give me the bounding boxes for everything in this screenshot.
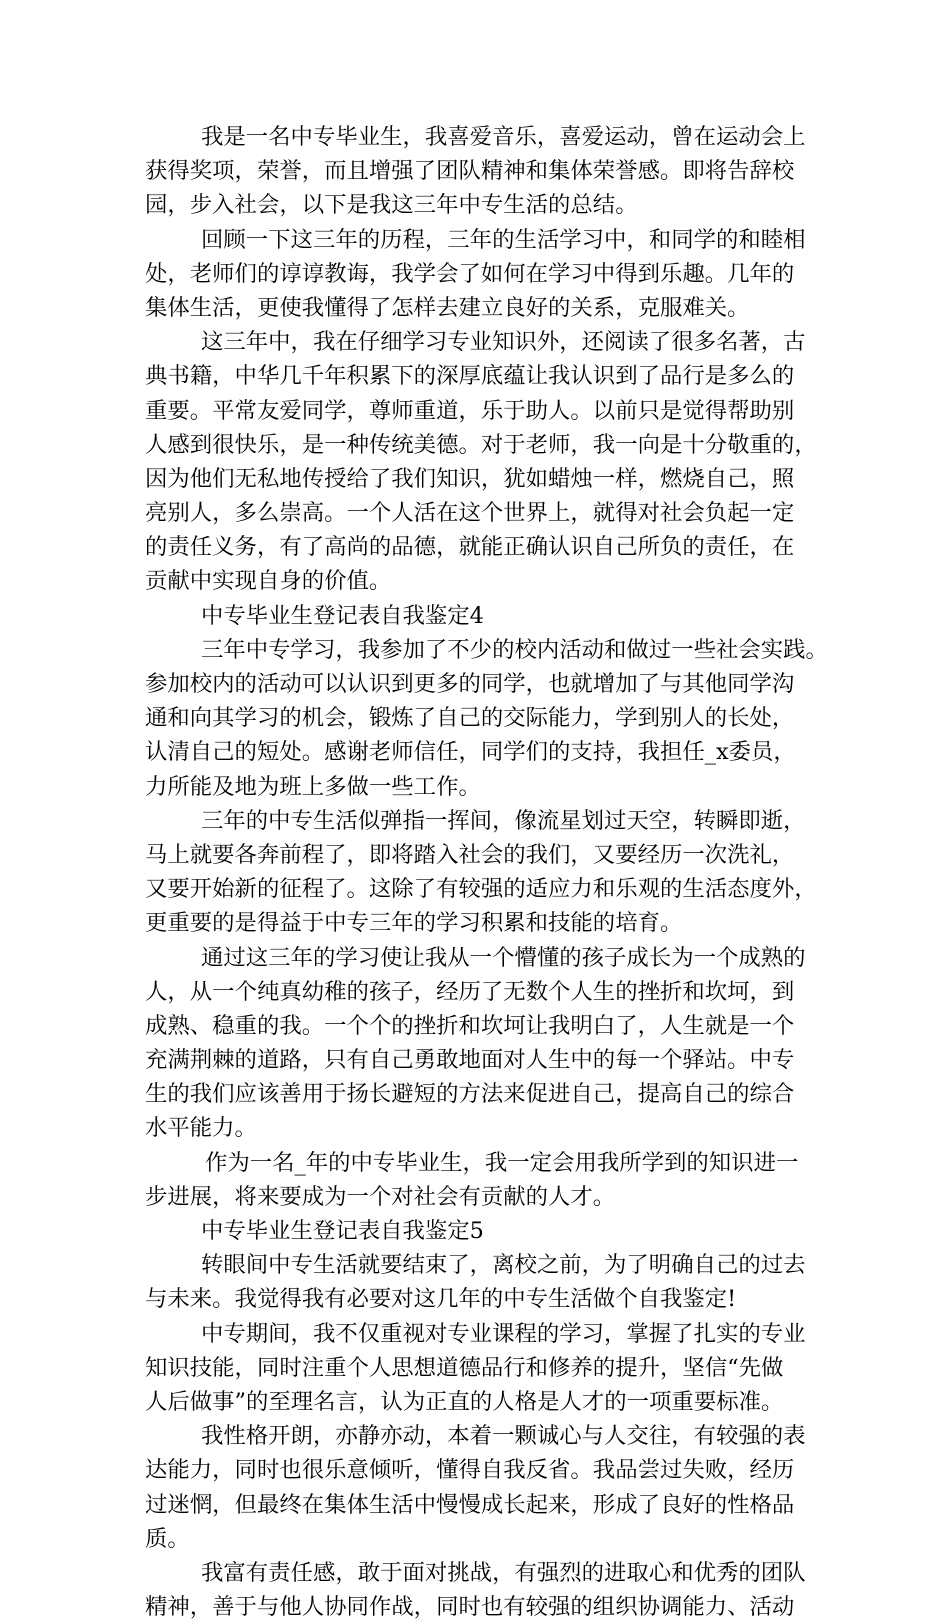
text-line: 获得奖项，荣誉，而且增强了团队精神和集体荣誉感。即将告辞校 bbox=[145, 158, 795, 185]
text-line: 力所能及地为班上多做一些工作。 bbox=[145, 773, 481, 800]
text-line: 我是一名中专毕业生，我喜爱音乐，喜爱运动，曾在运动会上 bbox=[201, 124, 806, 150]
text-line: 三年中专学习，我参加了不少的校内活动和做过一些社会实践。 bbox=[201, 636, 828, 663]
text-line: 人感到很快乐，是一种传统美德。对于老师，我一向是十分敬重的， bbox=[145, 431, 817, 458]
text-line: 过迷惘，但最终在集体生活中慢慢成长起来，形成了良好的性格品 bbox=[145, 1491, 795, 1518]
text-line: 知识技能，同时注重个人思想道德品行和修养的提升，坚信“先做 bbox=[145, 1354, 784, 1381]
text-line: 与未来。我觉得我有必要对这几年的中专生活做个自我鉴定! bbox=[145, 1286, 737, 1313]
document-body bbox=[145, 120, 828, 1624]
text-line: 这三年中，我在仔细学习专业知识外，还阅读了很多名著，古 bbox=[201, 329, 806, 356]
text-line: 作为一名_年的中专毕业生，我一定会用我所学到的知识进一 bbox=[205, 1149, 799, 1176]
text-line: 典书籍，中华几千年积累下的深厚底蕴让我认识到了品行是多么的 bbox=[145, 363, 795, 390]
text-line: 更重要的是得益于中专三年的学习积累和技能的培育。 bbox=[145, 910, 683, 937]
text-line: 水平能力。 bbox=[145, 1115, 257, 1142]
text-line: 通过这三年的学习使让我从一个懵懂的孩子成长为一个成熟的 bbox=[201, 944, 806, 971]
text-line: 参加校内的活动可以认识到更多的同学，也就增加了与其他同学沟 bbox=[145, 671, 795, 697]
text-line: 三年的中专生活似弹指一挥间，像流星划过天空，转瞬即逝， bbox=[201, 807, 806, 834]
text-line: 回顾一下这三年的历程，三年的生活学习中，和同学的和睦相 bbox=[201, 226, 806, 253]
text-line: 精神，善于与他人协同作战，同时也有较强的组织协调能力、活动 bbox=[145, 1594, 795, 1621]
text-line: 中专期间，我不仅重视对专业课程的学习，掌握了扎实的专业 bbox=[201, 1320, 806, 1347]
text-line: 质。 bbox=[145, 1525, 190, 1552]
text-line: 步进展，将来要成为一个对社会有贡献的人才。 bbox=[145, 1183, 616, 1210]
text-line: 我性格开朗，亦静亦动，本着一颗诚心与人交往，有较强的表 bbox=[201, 1423, 806, 1450]
text-line: 中专毕业生登记表自我鉴定4 bbox=[201, 602, 484, 629]
text-line: 马上就要各奔前程了，即将踏入社会的我们，又要经历一次洗礼， bbox=[145, 841, 795, 868]
text-line: 我富有责任感，敢于面对挑战，有强烈的进取心和优秀的团队 bbox=[201, 1559, 806, 1586]
text-line: 亮别人，多么崇高。一个人活在这个世界上，就得对社会负起一定 bbox=[145, 500, 795, 527]
text-line: 中专毕业生登记表自我鉴定5 bbox=[201, 1218, 484, 1244]
text-line: 又要开始新的征程了。这除了有较强的适应力和乐观的生活态度外， bbox=[145, 876, 817, 903]
text-line: 认清自己的短处。感谢老师信任，同学们的支持，我担任_x委员， bbox=[145, 739, 796, 766]
text-line: 人后做事”的至理名言，认为正直的人格是人才的一项重要标准。 bbox=[145, 1388, 784, 1415]
text-line: 处，老师们的谆谆教诲，我学会了如何在学习中得到乐趣。几年的 bbox=[145, 260, 795, 287]
text-line: 因为他们无私地传授给了我们知识，犹如蜡烛一样，燃烧自己，照 bbox=[145, 465, 795, 492]
text-line: 集体生活，更使我懂得了怎样去建立良好的关系，克服难关。 bbox=[145, 294, 750, 321]
text-line: 成熟、稳重的我。一个个的挫折和坎坷让我明白了，人生就是一个 bbox=[145, 1012, 795, 1039]
text-line: 重要。平常友爱同学，尊师重道，乐于助人。以前只是觉得帮助别 bbox=[145, 397, 795, 424]
text-line: 生的我们应该善用于扬长避短的方法来促进自己，提高自己的综合 bbox=[145, 1081, 795, 1108]
text-line: 充满荆棘的道路，只有自己勇敢地面对人生中的每一个驿站。中专 bbox=[145, 1047, 795, 1074]
text-line: 园，步入社会，以下是我这三年中专生活的总结。 bbox=[145, 192, 638, 219]
text-line: 通和向其学习的机会，锻炼了自己的交际能力，学到别人的长处， bbox=[145, 705, 795, 732]
text-line: 贡献中实现自身的价值。 bbox=[145, 568, 392, 595]
text-line: 的责任义务，有了高尚的品德，就能正确认识自己所负的责任，在 bbox=[145, 534, 795, 561]
text-line: 转眼间中专生活就要结束了，离校之前，为了明确自己的过去 bbox=[201, 1252, 806, 1279]
text-line: 达能力，同时也很乐意倾听，懂得自我反省。我品尝过失败，经历 bbox=[145, 1457, 795, 1484]
text-line: 人，从一个纯真幼稚的孩子，经历了无数个人生的挫折和坎坷，到 bbox=[145, 978, 795, 1005]
